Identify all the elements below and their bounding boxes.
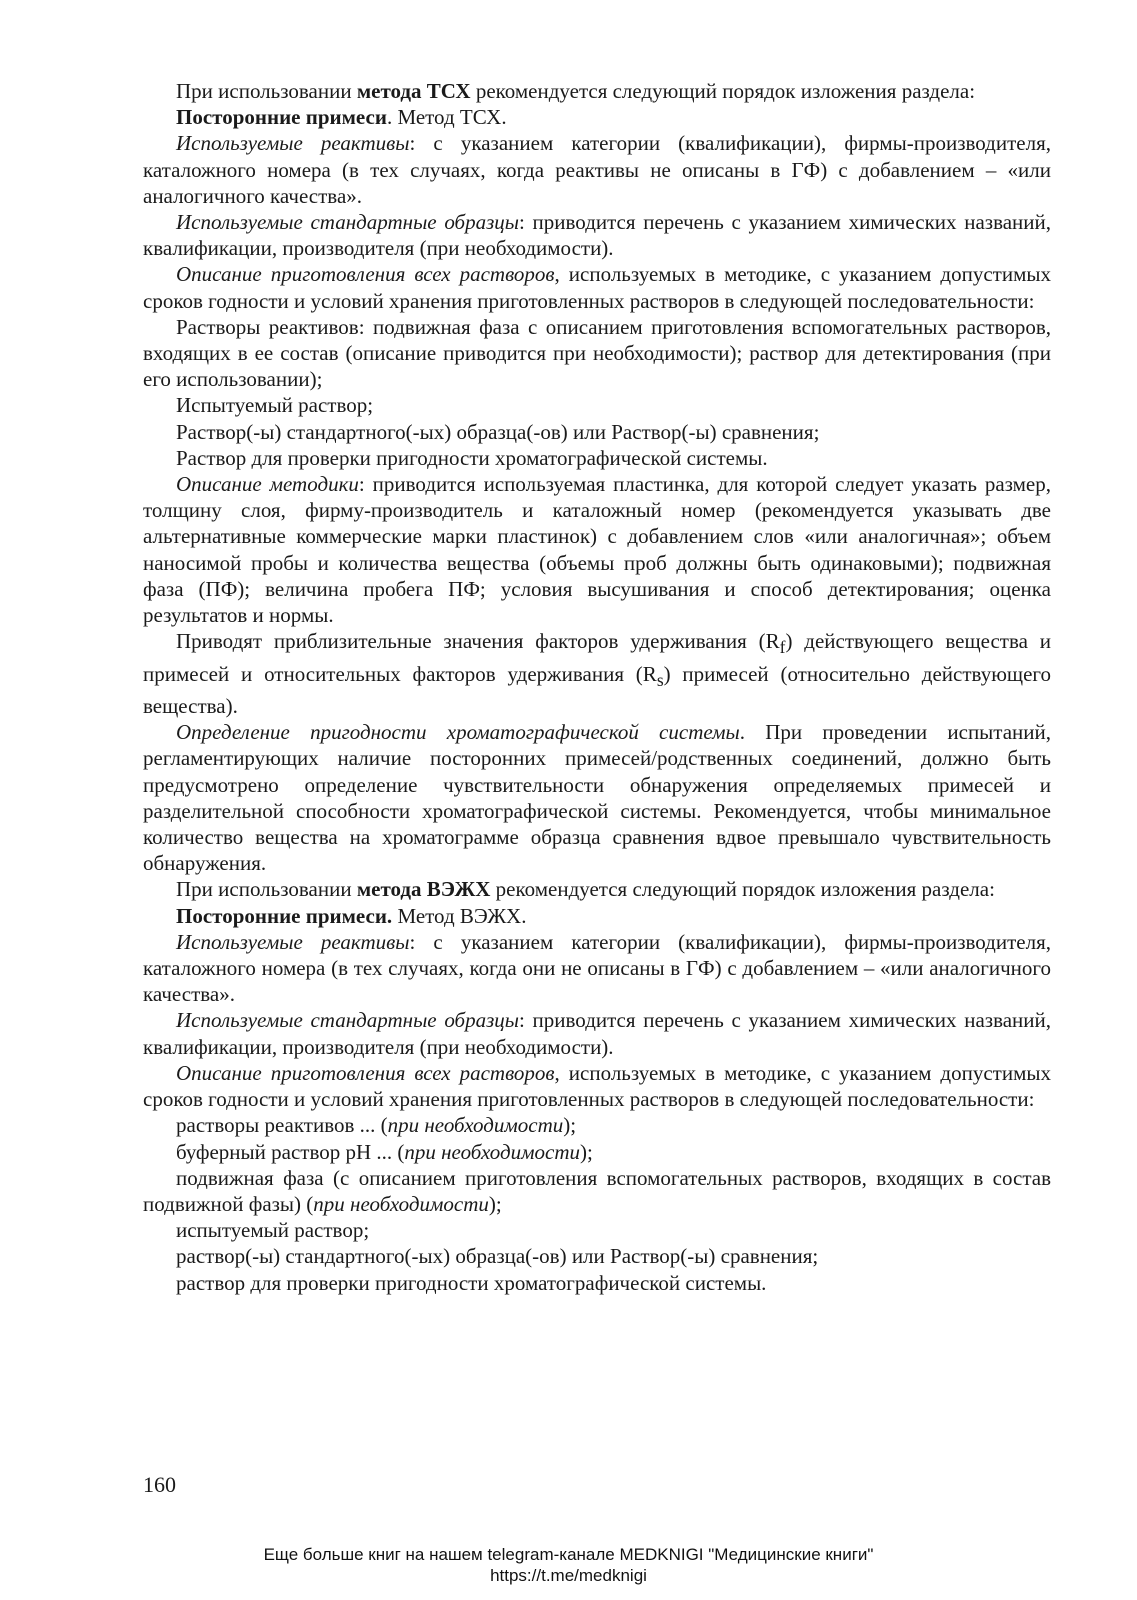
telegram-link[interactable]: https://t.me/medknigi <box>490 1566 647 1585</box>
paragraph: Определение пригодности хроматографической системы. При проведении испытаний, регламентирующих наличие посторонних примесей/родственных соединений, должно быть предусмотрено определение чувствительности обнаружения определяемых примесей и разделительной способности хроматографической системы. Рекомендуется, чтобы минимальное количество вещества на хроматограмме образца сравнения вдвое превышало чувствительность обнаружения. <box>143 720 1052 876</box>
section-heading: Посторонние примеси. Метод ТСХ. <box>176 105 507 130</box>
list-item: Испытуемый раствор; <box>176 393 374 418</box>
paragraph: Растворы реактивов: подвижная фаза с описанием приготовления вспомогательных растворов, входящих в ее состав (описание приводится при необходимости); раствор для детектирования (при его использовании); <box>143 314 1051 392</box>
paragraph: Описание методики: приводится используемая пластинка, для которой следует указать размер, толщину слоя, фирму-производитель и каталожный номер (рекомендуется указывать две альтернативные коммерческие марки пластинок) с добавлением слов «или аналогичная»; объем наносимой пробы и количества вещества (объемы проб должны быть одинаковыми); подвижная фаза (ПФ); величина пробега ПФ; условия высушивания и способ детектирования; оценка результатов и нормы. <box>143 472 1052 628</box>
list-item: раствор для проверки пригодности хроматографической системы. <box>176 1270 767 1295</box>
list-item: буферный раствор pH ... (при необходимости); <box>176 1139 593 1164</box>
section-heading: Посторонние примеси. Метод ВЭЖХ. <box>176 903 527 928</box>
footer <box>0 1544 1137 1586</box>
bold-term: метода ТСХ <box>356 79 471 103</box>
paragraph: При использовании метода ТСХ рекомендуется следующий порядок изложения раздела: <box>176 79 976 103</box>
paragraph: Описание приготовления всех растворов, используемых в методике, с указанием допустимых сроков годности и условий хранения приготовленных растворов в следующей последовательности: <box>143 1060 1051 1112</box>
paragraph: подвижная фаза (с описанием приготовления вспомогательных растворов, входящих в состав подвижной фазы) (при необходимости); <box>143 1165 1051 1216</box>
paragraph: При использовании метода ВЭЖХ рекомендуется следующий порядок изложения раздела: <box>176 877 995 902</box>
list-item: Раствор(-ы) стандартного(-ых) образца(-ов) или Раствор(-ы) сравнения; <box>176 419 820 444</box>
bold-term: метода ВЭЖХ <box>356 877 491 902</box>
page-number: 160 <box>143 1472 176 1497</box>
paragraph: Используемые реактивы: с указанием категории (квалификации), фирмы-производителя, каталожного номера (в тех случаях, когда реактивы не описаны в ГФ) с добавлением – «или аналогичного качества». <box>143 131 1051 208</box>
list-item: испытуемый раствор; <box>176 1218 370 1243</box>
list-item: растворы реактивов ... (при необходимости); <box>176 1113 577 1138</box>
paragraph: Используемые стандартные образцы: приводится перечень с указанием химических названий, квалификации, производителя (при необходимости). <box>143 1008 1051 1059</box>
footer-text: Еще больше книг на нашем telegram-канале MEDKNIGI "Медицинские книги" <box>263 1545 874 1564</box>
list-item: Раствор для проверки пригодности хроматографической системы. <box>176 445 768 470</box>
paragraph: Используемые реактивы: с указанием категории (квалификации), фирмы-производителя, каталожного номера (в тех случаях, когда они не описаны в ГФ) с добавлением – «или аналогичного качества». <box>143 929 1051 1007</box>
body-text <box>143 78 1051 1296</box>
paragraph: Приводят приблизительные значения факторов удерживания $(R_f)$ действующего вещества и примесей и относительных факторов удерживания $(R_s)$ примесей (относительно действующего вещества). <box>143 629 1051 719</box>
list-item: раствор(-ы) стандартного(-ых) образца(-ов) или Раствор(-ы) сравнения; <box>176 1244 819 1269</box>
paragraph: Используемые стандартные образцы: приводится перечень с указанием химических названий, квалификации, производителя (при необходимости). <box>143 210 1051 261</box>
paragraph: Описание приготовления всех растворов, используемых в методике, с указанием допустимых сроков годности и условий хранения приготовленных растворов в следующей последовательности: <box>143 262 1051 313</box>
